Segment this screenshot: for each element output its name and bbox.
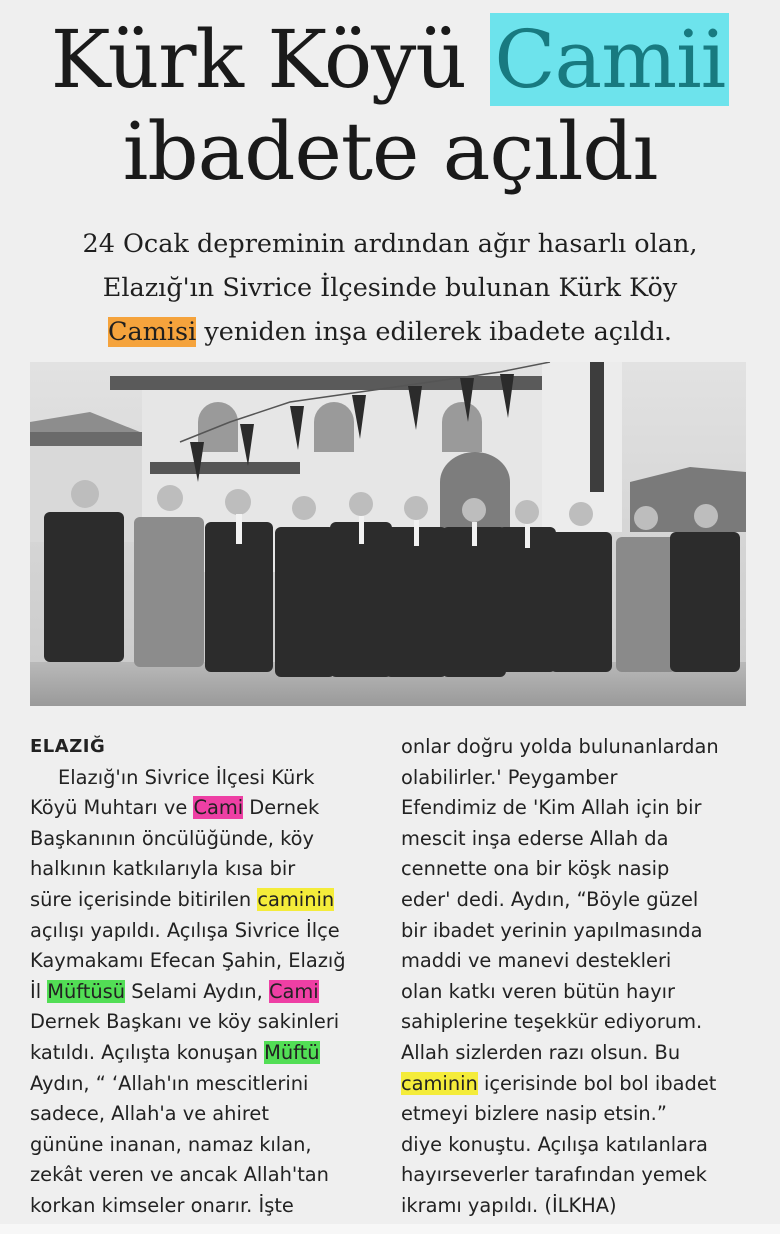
article-line: korkan kimseler onarır. İşte (30, 1193, 294, 1217)
article-line: maddi ve manevi destekleri (401, 949, 672, 973)
deck-highlight: Camisi (108, 317, 197, 347)
article-column-right (401, 732, 751, 1222)
highlight-caminin: caminin (257, 887, 335, 911)
article-line: Elazığ'ın Sivrice İlçesi Kürk (58, 765, 315, 789)
article-line: açılışı yapıldı. Açılışa Sivrice İlçe (30, 918, 340, 942)
deck-line-2: Elazığ'ın Sivrice İlçesinde bulunan Kürk Köy (102, 273, 678, 303)
news-photo (30, 362, 746, 706)
deck-line-3-rest: yeniden inşa edilerek ibadete açıldı. (196, 317, 672, 347)
article-line: bir ibadet yerinin yapılmasında (401, 918, 703, 942)
article-line: halkının katkılarıyla kısa bir (30, 857, 296, 881)
headline-part1: Kürk Köyü (50, 13, 491, 106)
mosque-crowd-photo (30, 362, 746, 706)
article-line: sadece, Allah'a ve ahiret (30, 1102, 269, 1126)
article-line: cennette ona bir köşk nasip (401, 857, 670, 881)
article-line: ikramı yapıldı. (İLKHA) (401, 1193, 617, 1217)
article-line: katıldı. Açılışta konuşan Müftü (30, 1040, 320, 1064)
article-line: Kaymakamı Efecan Şahin, Elazığ (30, 949, 346, 973)
article-line: diye konuştu. Açılışa katılanlara (401, 1132, 708, 1156)
article-line: mescit inşa ederse Allah da (401, 826, 669, 850)
dateline: ELAZIĞ (30, 736, 106, 757)
headline-line2: ibadete açıldı (122, 105, 658, 198)
deck-line-1: 24 Ocak depreminin ardından ağır hasarlı olan, (82, 229, 698, 259)
article-line: etmeyi bizlere nasip etsin.” (401, 1102, 667, 1126)
highlight-cami: Cami (268, 979, 319, 1003)
article-line: caminin içerisinde bol bol ibadet (401, 1071, 717, 1095)
highlight-muftusu: Müftüsü (47, 979, 126, 1003)
article-line: sahiplerine teşekkür ediyorum. (401, 1010, 703, 1034)
article-column-left (30, 732, 380, 1222)
article-line: Başkanının öncülüğünde, köy (30, 826, 314, 850)
highlight-muftu: Müftü (264, 1040, 320, 1064)
article-line: onlar doğru yolda bulunanlardan (401, 735, 719, 758)
deck-summary (20, 222, 760, 354)
article-line: olabilirler.' Peygamber (401, 765, 618, 789)
page-bottom-edge (0, 1224, 780, 1234)
headline (0, 14, 780, 198)
article-line: Dernek Başkanı ve köy sakinleri (30, 1010, 340, 1034)
article-line: Efendimiz de 'Kim Allah için bir (401, 796, 702, 820)
article-line: Aydın, “ ‘Allah'ın mescitlerini (30, 1071, 309, 1095)
headline-highlight: Camii (490, 13, 729, 106)
highlight-caminin: caminin (401, 1071, 478, 1095)
deck-line-3 (20, 310, 760, 354)
article-line: Köyü Muhtarı ve Cami Dernek (30, 796, 320, 820)
article-line: süre içerisinde bitirilen caminin (30, 887, 335, 911)
highlight-cami: Cami (193, 796, 244, 820)
article-line: zekât veren ve ancak Allah'tan (30, 1163, 329, 1187)
article-line: olan katkı veren bütün hayır (401, 979, 676, 1003)
article-line: İl Müftüsü Selami Aydın, Cami (30, 979, 319, 1003)
article-line: gününe inanan, namaz kılan, (30, 1132, 312, 1156)
article-line: hayırseverler tarafından yemek (401, 1163, 707, 1187)
article-line: Allah sizlerden razı olsun. Bu (401, 1040, 681, 1064)
article-line: eder' dedi. Aydın, “Böyle güzel (401, 887, 699, 911)
